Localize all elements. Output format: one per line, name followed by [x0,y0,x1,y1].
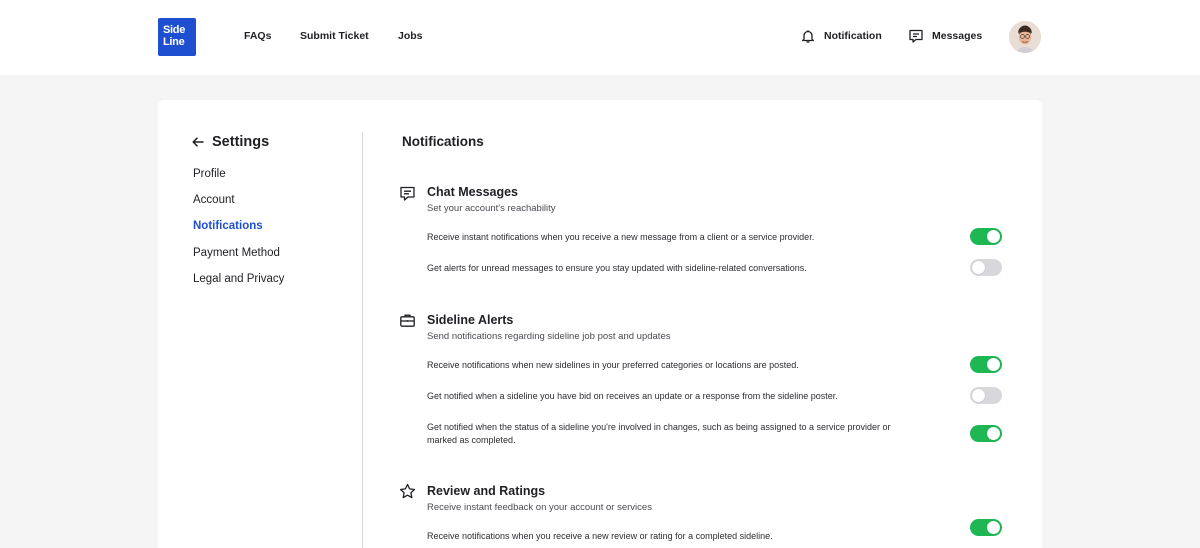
setting-row-text: Get notified when a sideline you have bid on receives an update or a response from the sideline poster. [427,391,838,401]
toggle-unread-message-alerts[interactable] [970,259,1002,276]
avatar-portrait-icon [1009,21,1041,53]
nav-jobs[interactable]: Jobs [398,30,423,42]
logo-text-line1: Side [163,24,186,36]
sidebar-item-payment-method[interactable]: Payment Method [193,247,280,259]
settings-title: Settings [212,134,270,150]
setting-row-text: Get alerts for unread messages to ensure you stay updated with sideline-related conversations. [427,263,807,273]
toggle-instant-message-notifications[interactable] [970,228,1002,245]
message-icon [908,28,924,44]
toggle-status-change-notifications[interactable] [970,425,1002,442]
toggle-new-sideline-notifications[interactable] [970,356,1002,373]
page-title: Notifications [402,134,484,149]
group-subtitle-chat-messages: Set your account's reachability [427,203,556,214]
group-title-review-ratings: Review and Ratings [427,484,546,498]
setting-row-text: Receive instant notifications when you receive a new message from a client or a service provider. [427,232,815,242]
logo-text-line2: Line [163,36,185,48]
nav-faqs[interactable]: FAQs [244,30,272,42]
user-avatar[interactable] [1009,21,1041,53]
messages-button[interactable] [908,28,982,44]
briefcase-icon [399,312,416,329]
sidebar-item-notifications[interactable]: Notifications [193,220,263,232]
notification-button[interactable] [800,28,882,44]
settings-card [158,100,1042,548]
group-subtitle-sideline-alerts: Send notifications regarding sideline job post and updates [427,331,671,342]
bell-icon [800,28,816,44]
setting-row-text: Receive notifications when new sidelines in your preferred categories or locations are posted. [427,360,799,370]
sidebar-item-legal-privacy[interactable]: Legal and Privacy [193,273,285,285]
sidebar-item-profile[interactable]: Profile [193,168,226,180]
sidebar-item-account[interactable]: Account [193,194,235,206]
settings-back-header[interactable] [192,134,269,150]
setting-row-text: Get notified when the status of a sideline you're involved in changes, such as being assigned to a service provider or marked as completed. [427,422,891,445]
toggle-bid-update-notifications[interactable] [970,387,1002,404]
group-title-chat-messages: Chat Messages [427,185,519,199]
group-title-sideline-alerts: Sideline Alerts [427,313,514,327]
chat-icon [399,185,416,202]
group-subtitle-review-ratings: Receive instant feedback on your account or services [427,502,652,513]
sidebar-divider [362,132,363,548]
sideline-logo[interactable] [158,18,196,56]
setting-row-text: Receive notifications when you receive a new review or rating for a completed sideline. [427,531,773,541]
notification-label: Notification [824,30,882,42]
toggle-review-notifications[interactable] [970,519,1002,536]
arrow-left-icon [192,136,204,148]
messages-label: Messages [932,30,983,42]
nav-submit-ticket[interactable]: Submit Ticket [300,30,369,42]
star-icon [399,483,416,500]
